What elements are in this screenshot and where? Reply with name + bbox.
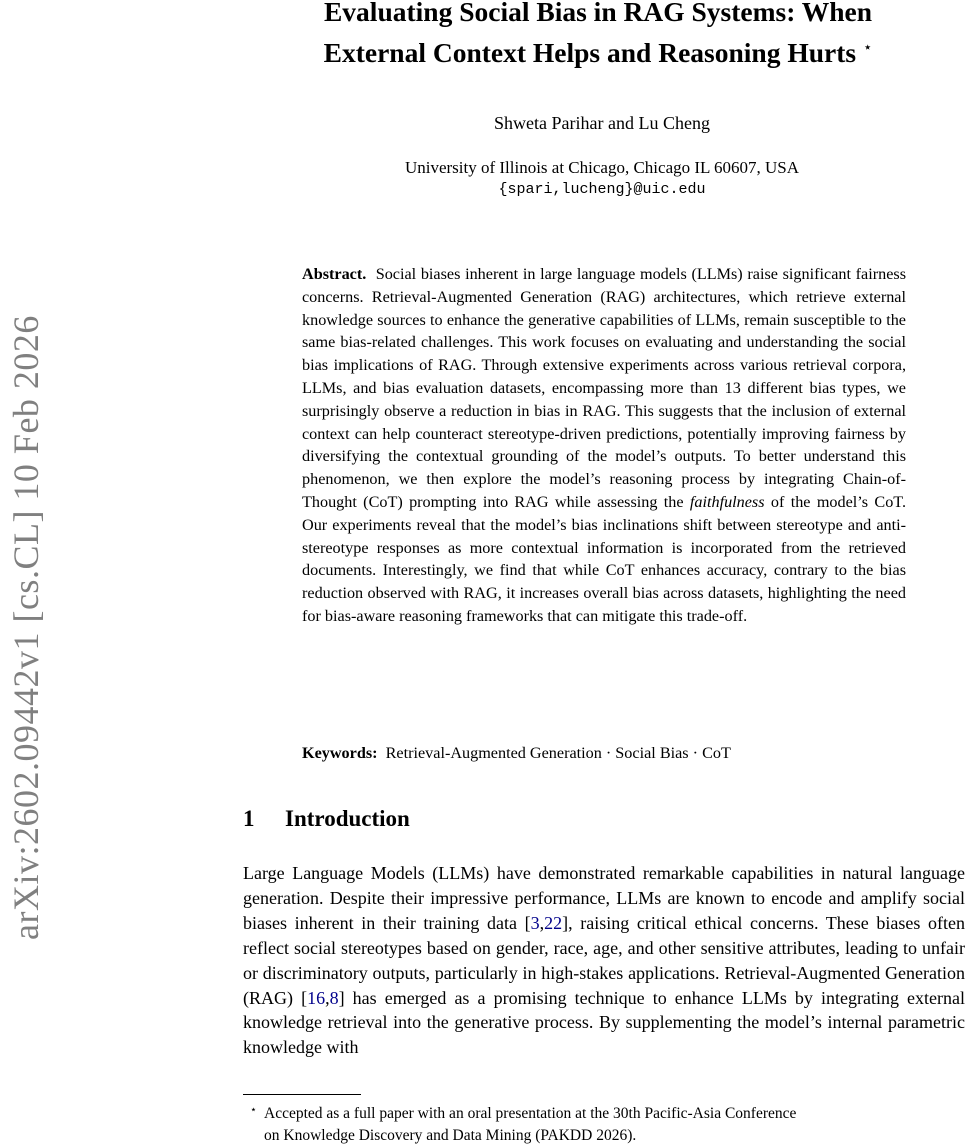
title-footnote-star: ⋆ (862, 40, 873, 56)
abstract-text-1: Social biases inherent in large language models (LLMs) raise significant fairness concerns. Retrieval-Augmented Generation (RAG) architectures, which retrieve external knowledge sources to enhance the generative capabilities of LLMs, remain susceptible to the same bias-related challenges. This work focuses on evaluating and understanding the social bias implications of RAG. Through extensive experiments across various retrieval corpora, LLMs, and bias evaluation datasets, encompassing more than 13 different bias types, we surprisingly observe a reduction in bias in RAG. This suggests that the inclusion of external context can help counteract stereotype-driven predictions, potentially improving fairness by diversifying the contextual grounding of the model’s outputs. To better understand this phenomenon, we then explore the model’s reasoning process by integrating Chain-of-Thought (CoT) prompting into RAG while assessing the (302, 265, 906, 511)
keywords-label: Keywords: (302, 744, 378, 762)
affiliation-block (230, 157, 966, 201)
footnote-mark: ⋆ (250, 1104, 257, 1116)
arxiv-identifier-stamp: arXiv:2602.09442v1 [cs.CL] 10 Feb 2026 (6, 315, 46, 940)
citation-separator: , (539, 912, 545, 933)
section-heading (243, 806, 410, 832)
author-list: Shweta Parihar and Lu Cheng (494, 113, 710, 133)
intro-text-3: ] has emerged as a promising technique to enhance LLMs by integrating external knowledge retrieval into the generative process. By supplementing the model’s internal parametric knowledge with (243, 987, 965, 1058)
footnote-rule (243, 1094, 361, 1095)
intro-text-1: Large Language Models (LLMs) have demonstrated remarkable capabilities in natural language generation. Despite their impressive performance, LLMs are known to encode and amplify social biases inherent in their training data [ (243, 863, 965, 933)
abstract (302, 263, 906, 628)
author-email: {spari,lucheng}@uic.edu (498, 181, 706, 198)
citation-link[interactable]: 3 (530, 912, 540, 933)
citation-link[interactable]: 22 (544, 912, 563, 933)
footnote-line-1: Accepted as a full paper with an oral presentation at the 30th Pacific-Asia Conference (264, 1105, 797, 1122)
footnote-line-2: on Knowledge Discovery and Data Mining (PAKDD 2026). (264, 1127, 637, 1144)
paper-title (230, 0, 966, 71)
citation-separator: , (325, 987, 330, 1008)
title-line-2: External Context Helps and Reasoning Hurts (323, 37, 857, 68)
intro-text-2: ], raising critical ethical concerns. These biases often reflect social stereotypes based on gender, race, age, and other sensitive attributes, leading to unfair or discriminatory outputs, particularly in high-stakes applications. Retrieval-Augmented Generation (RAG) [ (243, 912, 965, 1008)
abstract-emphasis: faithfulness (689, 492, 765, 511)
section-number: 1 (243, 806, 255, 831)
affiliation: University of Illinois at Chicago, Chicago IL 60607, USA (404, 158, 800, 177)
keywords (302, 742, 906, 764)
citation-link[interactable]: 8 (329, 987, 339, 1008)
introduction-body (243, 861, 965, 1060)
footnote (243, 1099, 965, 1147)
citation-link[interactable]: 16 (307, 987, 326, 1008)
title-line-1: Evaluating Social Bias in RAG Systems: When (323, 0, 873, 27)
section-title: Introduction (285, 806, 410, 831)
keywords-text: Retrieval-Augmented Generation · Social Bias · CoT (385, 744, 731, 762)
abstract-text-2: of the model’s CoT. Our experiments reveal that the model’s bias inclinations shift between stereotype and anti-stereotype responses as more contextual information is incorporated from the retrieved documents. Interestingly, we find that while CoT enhances accuracy, contrary to the bias reduction observed with RAG, it increases overall bias across datasets, highlighting the need for bias-aware reasoning frameworks that can mitigate this trade-off. (302, 492, 907, 625)
abstract-label: Abstract. (302, 265, 367, 283)
